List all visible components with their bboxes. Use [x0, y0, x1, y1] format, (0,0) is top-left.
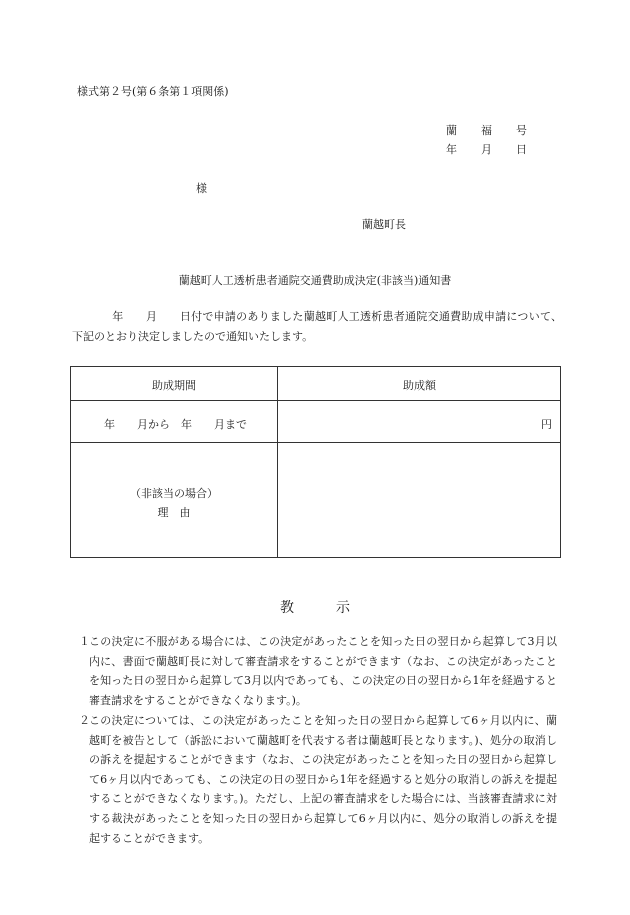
header-amount: 助成額	[403, 379, 436, 392]
instruction-heading: 教 示	[280, 600, 350, 616]
reason-label-condition: （非該当の場合）	[130, 487, 218, 500]
instruction-text: この決定に不服がある場合には、この決定があったことを知った日の翌日から起算して3月以内に、書面で蘭越町長に対して審査請求をすることができます（なお、この決定があったことを知った日の翌日から起算して3月以内であっても、この決定の日の翌日から1年を経過すると審査請求をすることができなくなります。)。	[89, 635, 557, 707]
date-month: 月	[481, 143, 492, 156]
document-title: 蘭越町人工透析患者通院交通費助成決定(非該当)通知書	[178, 274, 452, 287]
ref-go: 号	[516, 124, 527, 137]
instruction-item	[79, 632, 557, 710]
decision-table	[70, 366, 561, 558]
ref-prefix: 蘭	[446, 124, 457, 137]
sender: 蘭越町長	[362, 218, 406, 231]
instruction-text: この決定については、この決定があったことを知った日の翌日から起算して6ヶ月以内に、蘭越町を被告として（訴訟において蘭越町を代表する者は蘭越町長となります。)、処分の取消しの訴えを提起することができます（なお、この決定があったことを知った日の翌日から起算して6ヶ月以内であっても、この決定の日の翌日から1年を経過すると処分の取消しの訴えを提起することができなくなります。)。ただし、上記の審査請求をした場合には、当該審査請求に対する裁決があったことを知った日の翌日から起算して6ヶ月以内に、処分の取消しの訴えを提起することができます。	[89, 714, 557, 845]
header-period: 助成期間	[152, 379, 196, 392]
instruction-number: ２	[79, 714, 90, 727]
instruction-item	[79, 711, 557, 848]
form-number: 様式第２号(第６条第１項関係)	[77, 85, 229, 98]
reference-number-line	[446, 122, 527, 138]
body-text-content: 年 月 日付で申請のありました蘭越町人工透析患者通院交通費助成申請について、下記のとおり決定しましたので通知いたします。	[72, 310, 562, 343]
instruction-number: １	[79, 635, 90, 648]
amount-unit: 円	[541, 418, 552, 431]
addressee-suffix: 様	[196, 182, 207, 195]
date-year: 年	[446, 143, 457, 156]
period-value: 年 月から 年 月まで	[104, 418, 247, 431]
body-text	[72, 307, 562, 347]
date-line	[446, 141, 527, 157]
ref-fuku: 福	[481, 124, 492, 137]
reason-label: 理 由	[157, 506, 191, 519]
date-day: 日	[516, 143, 527, 156]
